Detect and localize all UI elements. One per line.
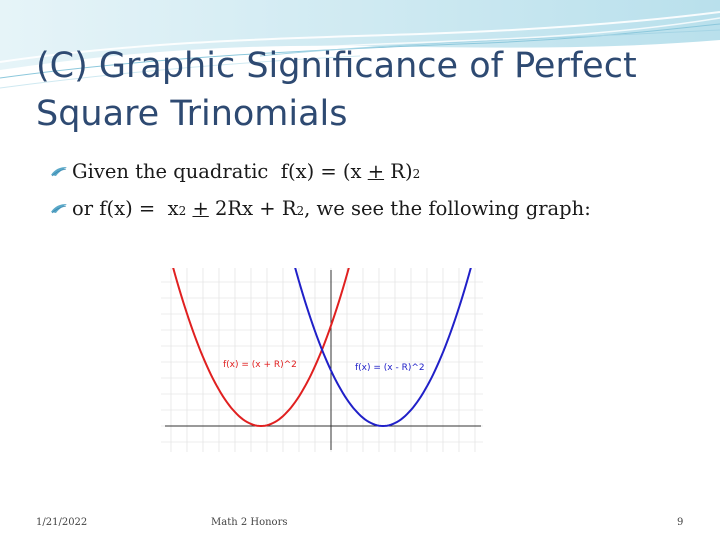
bullet-2-suffix: , we see the following graph:	[304, 197, 591, 220]
bullet-1-prefix: Given the quadratic f(x) = (x	[72, 160, 368, 183]
bullet-2-prefix: or f(x) = x	[72, 197, 179, 220]
footer-date: 1/21/2022	[36, 517, 88, 528]
footer-page-number: 9	[677, 517, 684, 528]
right-curve-label: f(x) = (x - R)^2	[355, 363, 425, 373]
bullet-line-1: Given the quadratic f(x) = (x + R) 2	[50, 160, 420, 183]
bullet-icon	[50, 201, 70, 215]
plus-minus-sign: +	[367, 160, 385, 183]
footer-course: Math 2 Honors	[211, 517, 288, 528]
bullet-2-middle: 2Rx + R	[208, 197, 297, 220]
slide-title: (C) Graphic Significance of Perfect Square Trinomials	[36, 46, 637, 134]
parabola-graph	[161, 268, 483, 452]
bullet-icon	[50, 164, 70, 178]
graph-background	[161, 268, 483, 452]
bullet-1-middle: R)	[384, 160, 413, 183]
left-curve-label: f(x) = (x + R)^2	[223, 360, 297, 370]
plus-minus-sign: +	[192, 197, 209, 220]
bullet-line-2: or f(x) = x 2 + 2Rx + R 2 , we see the following graph:	[50, 197, 591, 220]
